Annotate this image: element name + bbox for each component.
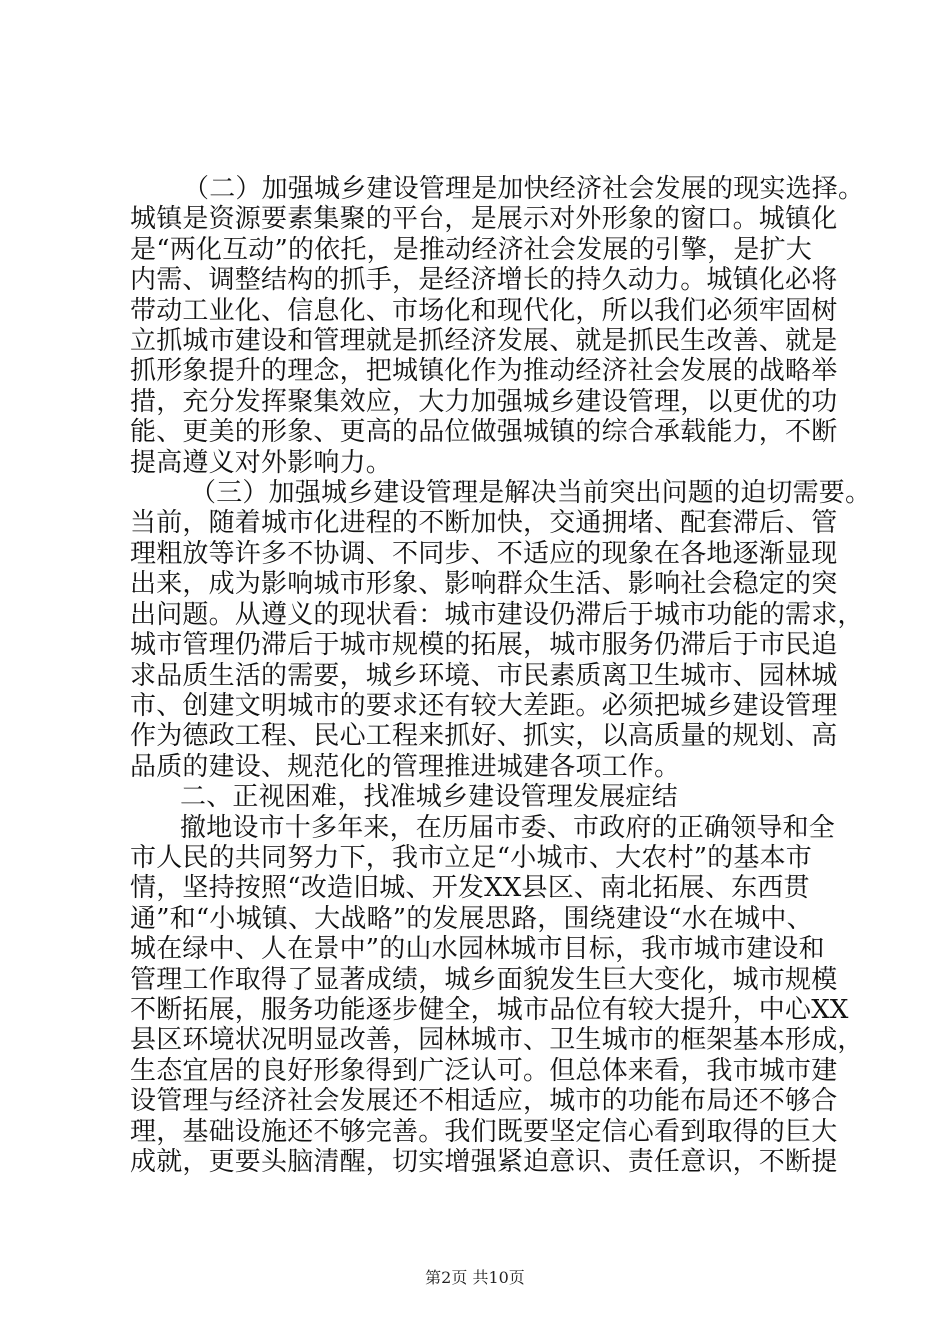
text-line: 成就，更要头脑清醒，切实增强紧迫意识、责任意识，不断提 [130,1147,838,1177]
text-line: 管理工作取得了显著成绩，城乡面貌发生巨大变化，城市规模 [130,965,838,995]
section-heading: 二、正视困难，找准城乡建设管理发展症结 [180,782,678,812]
text-line: 情，坚持按照“改造旧城、开发XX县区、南北拓展、东西贯 [130,873,810,903]
text-line: 通”和“小城镇、大战略”的发展思路，围绕建设“水在城中、 [130,904,813,934]
text-line: 理粗放等许多不协调、不同步、不适应的现象在各地逐渐显现 [130,539,838,569]
text-line: 市人民的共同努力下，我市立足“小城市、大农村”的基本市 [130,843,812,873]
text-line: 求品质生活的需要，城乡环境、市民素质离卫生城市、园林城 [130,661,838,691]
text-line: 县区环境状况明显改善，园林城市、卫生城市的框架基本形成， [130,1025,864,1055]
text-line: 城市管理仍滞后于城市规模的拓展，城市服务仍滞后于市民追 [130,630,838,660]
text-line: 城镇是资源要素集聚的平台，是展示对外形象的窗口。城镇化 [130,204,838,234]
text-line: 不断拓展，服务功能逐步健全，城市品位有较大提升，中心XX [130,995,849,1025]
text-line: 市、创建文明城市的要求还有较大差距。必须把城乡建设管理 [130,691,838,721]
text-line: （二）加强城乡建设管理是加快经济社会发展的现实选择。 [183,174,865,204]
text-line: 是“两化互动”的依托，是推动经济社会发展的引擎，是扩大 [130,235,812,265]
text-line: 带动工业化、信息化、市场化和现代化，所以我们必须牢固树 [130,296,838,326]
text-line: 立抓城市建设和管理就是抓经济发展、就是抓民生改善、就是 [130,326,838,356]
text-line: 作为德政工程、民心工程来抓好、抓实，以高质量的规划、高 [130,721,838,751]
text-line: 品质的建设、规范化的管理推进城建各项工作。 [130,752,681,782]
text-line: 措，充分发挥聚集效应，大力加强城乡建设管理，以更优的功 [130,387,838,417]
text-line: 能、更美的形象、更高的品位做强城镇的综合承载能力，不断 [130,417,838,447]
page-footer: 第2页 共10页 [425,1268,525,1287]
text-line: 出问题。从遵义的现状看：城市建设仍滞后于城市功能的需求， [130,600,864,630]
text-line: 设管理与经济社会发展还不相适应，城市的功能布局还不够合 [130,1086,838,1116]
text-line: 内需、调整结构的抓手，是经济增长的持久动力。城镇化必将 [130,265,838,295]
text-line: 抓形象提升的理念，把城镇化作为推动经济社会发展的战略举 [130,356,838,386]
text-line: 撤地设市十多年来，在历届市委、市政府的正确领导和全 [180,813,836,843]
text-line: 生态宜居的良好形象得到广泛认可。但总体来看，我市城市建 [130,1056,838,1086]
text-line: （三）加强城乡建设管理是解决当前突出问题的迫切需要。 [190,478,872,508]
text-line: 出来，成为影响城市形象、影响群众生活、影响社会稳定的突 [130,569,838,599]
text-line: 当前，随着城市化进程的不断加快，交通拥堵、配套滞后、管 [130,508,838,538]
text-line: 理，基础设施还不够完善。我们既要坚定信心看到取得的巨大 [130,1117,838,1147]
text-line: 城在绿中、人在景中”的山水园林城市目标，我市城市建设和 [130,934,825,964]
text-line: 提高遵义对外影响力。 [130,448,393,478]
